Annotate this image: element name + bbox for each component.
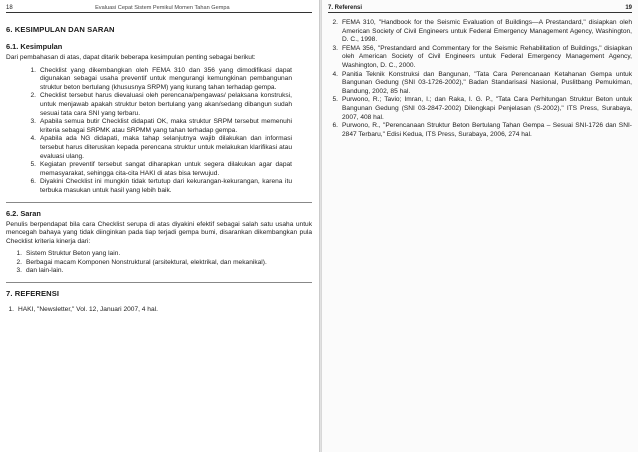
list-item-text: FEMA 356, "Prestandard and Commentary for the Seismic Rehabilitation of Buildings," disiapkan oleh American Society of Civil Engineers untuk Federal Emergency Management Agency, Washington, D. C., 2000. [342, 44, 632, 69]
list-item-text: Checklist yang dikembangkan oleh FEMA 310 dan 356 yang dimodifikasi dapat digunakan sebagai usaha preventif untuk mengurangi kemungkinan pembangunan struktur beton bertulang (khususnya SRPM) yang kurang tahan terhadap gempa. [40, 66, 292, 91]
references-list [328, 19, 632, 139]
list-item-text: Panitia Teknik Konstruksi dan Bangunan, "Tata Cara Perencanaan Ketahanan Gempa untuk Bangunan Gedung (SNI 03-1726-2002)," Badan Standarisasi Nasional, Puslitbang Pemukiman, Bandung, 2002, 85 hal. [342, 70, 632, 95]
list-item: 1. Checklist yang dikembangkan oleh FEMA 310 dan 356 yang dimodifikasi dapat digunakan sebagai usaha preventif untuk mengurangi kemungkinan pembangunan struktur beton bertulang (khususnya SRPM) yang kurang tahan terhadap gempa. [30, 66, 292, 91]
conclusions-list [6, 67, 312, 196]
section-6-2-intro: Penulis berpendapat bila cara Checklist serupa di atas diyakini efektif sebagai salah satu usaha untuk mencegah bahaya yang tidak diinginkan pada tiap terjadi gempa bumi, disarankan dikembangkan pula Checklist kriteria kinerja dari: [6, 220, 312, 245]
list-item: 3. FEMA 356, "Prestandard and Commentary for the Seismic Rehabilitation of Buildings," disiapkan oleh American Society of Civil Engineers untuk Federal Emergency Management Agency, Washington, D. C., 2000. [332, 44, 632, 69]
section-6-1-title: 6.1. Kesimpulan [6, 42, 63, 51]
list-item-text: Sistem Struktur Beton yang lain. [26, 250, 121, 258]
list-item-text: Apabila semua butir Checklist didapati OK, maka struktur SRPM tersebut memenuhi kriteria sebagai SRPMK atau SRPMM yang tahan terhadap gempa. [40, 118, 292, 134]
right-page-header [328, 4, 632, 13]
suggestions-list [6, 250, 312, 276]
references-list [6, 306, 312, 315]
list-item-text: Purwono, R.; Tavio; Imran, I.; dan Raka, I. G. P., "Tata Cara Perhitungan Struktur Beton untuk Bangunan Gedung (SNI 03-2847-2002) Dilengkapi Penjelasan (S-2002)," ITS Press, Surabaya, 2007, 408 hal. [342, 96, 632, 121]
list-item: 1. HAKI, "Newsletter," Vol. 12, Januari 2007, 4 hal. [6, 306, 312, 315]
list-item: 4. Panitia Teknik Konstruksi dan Bangunan, "Tata Cara Perencanaan Ketahanan Gempa untuk Bangunan Gedung (SNI 03-1726-2002)," Badan Standarisasi Nasional, Puslitbang Pemukiman, Bandung, 2002, 85 hal. [332, 70, 632, 95]
list-item-text: Kegiatan preventif tersebut sangat diharapkan untuk segera dilakukan agar dapat memasyarakat, sehingga cita-cita HAKI di atas bisa terwujud. [40, 161, 292, 177]
list-item-text: HAKI, "Newsletter," Vol. 12, Januari 2007, 4 hal. [18, 306, 158, 314]
list-item: 3. Apabila semua butir Checklist didapati OK, maka struktur SRPM tersebut memenuhi kriteria sebagai SRPMK atau SRPMM yang tahan terhadap gempa. [30, 118, 292, 134]
list-item-text: Diyakini Checklist ini mungkin tidak tertutup dari kekurangan-kekurangan, karena itu terbuka masukan untuk hasil yang lebih baik. [40, 178, 292, 194]
section-6-1-intro: Dari pembahasan di atas, dapat ditarik beberapa kesimpulan penting sebagai berikut: [6, 54, 256, 61]
divider [6, 282, 312, 283]
page-number: 18 [6, 5, 13, 11]
list-item: 6. Purwono, R., "Perencanaan Struktur Beton Bertulang Tahan Gempa – Sesuai SNI-1726 dan SNI-2847 Terbaru," Edisi Kedua, ITS Press, Surabaya, 2006, 274 hal. [332, 122, 632, 138]
list-item: 6. Diyakini Checklist ini mungkin tidak tertutup dari kekurangan-kekurangan, karena itu terbuka masukan untuk hasil yang lebih baik. [30, 178, 292, 194]
list-item-text: FEMA 310, "Handbook for the Seismic Evaluation of Buildings—A Prestandard," disiapkan oleh American Society of Civil Engineers untuk Federal Emergency Management Agency, Washington, D. C., 1998. [342, 19, 632, 44]
list-item: 5. Purwono, R.; Tavio; Imran, I.; dan Raka, I. G. P., "Tata Cara Perhitungan Struktur Beton untuk Bangunan Gedung (SNI 03-2847-2002) Dilengkapi Penjelasan (S-2002)," ITS Press, Surabaya, 2007, 408 hal. [332, 96, 632, 121]
list-item: 2. Checklist tersebut harus dievaluasi oleh perencana/pengawas/ pelaksana konstruksi, untuk menjawab apakah struktur beton bertulang yang akan/sedang dibangun sudah sesuai tata cara SNI yang terbaru. [30, 92, 292, 117]
list-item: 4. Apabila ada NG didapati, maka tahap selanjutnya wajib dilakukan dan informasi tersebut harus diteruskan kepada perencana struktur untuk melakukan klarifikasi atau evaluasi ulang. [30, 135, 292, 160]
section-7-title: 7. REFERENSI [6, 289, 60, 299]
page-number: 19 [625, 5, 632, 11]
list-item: 1. Sistem Struktur Beton yang lain. [6, 250, 312, 259]
section-6-2-title: 6.2. Saran [6, 208, 41, 218]
right-page [322, 0, 638, 452]
list-item: 2. FEMA 310, "Handbook for the Seismic Evaluation of Buildings—A Prestandard," disiapkan oleh American Society of Civil Engineers untuk Federal Emergency Management Agency, Washington, D. C., 1998. [332, 19, 632, 44]
running-title: 7. Referensi [328, 5, 363, 11]
list-item-text: Checklist tersebut harus dievaluasi oleh perencana/pengawas/ pelaksana konstruksi, untuk menjawab apakah struktur beton bertulang yang akan/sedang dibangun sudah sesuai tata cara SNI yang terbaru. [40, 92, 292, 117]
divider [6, 202, 312, 203]
left-page-header [6, 4, 312, 13]
list-item: 2. Berbagai macam Komponen Nonstruktural (arsitektural, elektrikal, dan mekanikal). [6, 259, 312, 268]
list-item-text: Apabila ada NG didapati, maka tahap selanjutnya wajib dilakukan dan informasi tersebut harus diteruskan kepada perencana struktur untuk melakukan klarifikasi atau evaluasi ulang. [40, 135, 292, 160]
list-item-text: Purwono, R., "Perencanaan Struktur Beton Bertulang Tahan Gempa – Sesuai SNI-1726 dan SNI-2847 Terbaru," Edisi Kedua, ITS Press, Surabaya, 2006, 274 hal. [342, 122, 632, 138]
list-item: 5. Kegiatan preventif tersebut sangat diharapkan untuk segera dilakukan agar dapat memasyarakat, sehingga cita-cita HAKI di atas bisa terwujud. [30, 161, 292, 177]
list-item-text: Berbagai macam Komponen Nonstruktural (arsitektural, elektrikal, dan mekanikal). [26, 258, 267, 266]
list-item: 3. dan lain-lain. [6, 267, 312, 276]
running-title: Evaluasi Cepat Sistem Pemikul Momen Tahan Gempa [95, 5, 230, 11]
section-6-title: 6. KESIMPULAN DAN SARAN [6, 25, 115, 34]
list-item-text: dan lain-lain. [26, 267, 64, 275]
